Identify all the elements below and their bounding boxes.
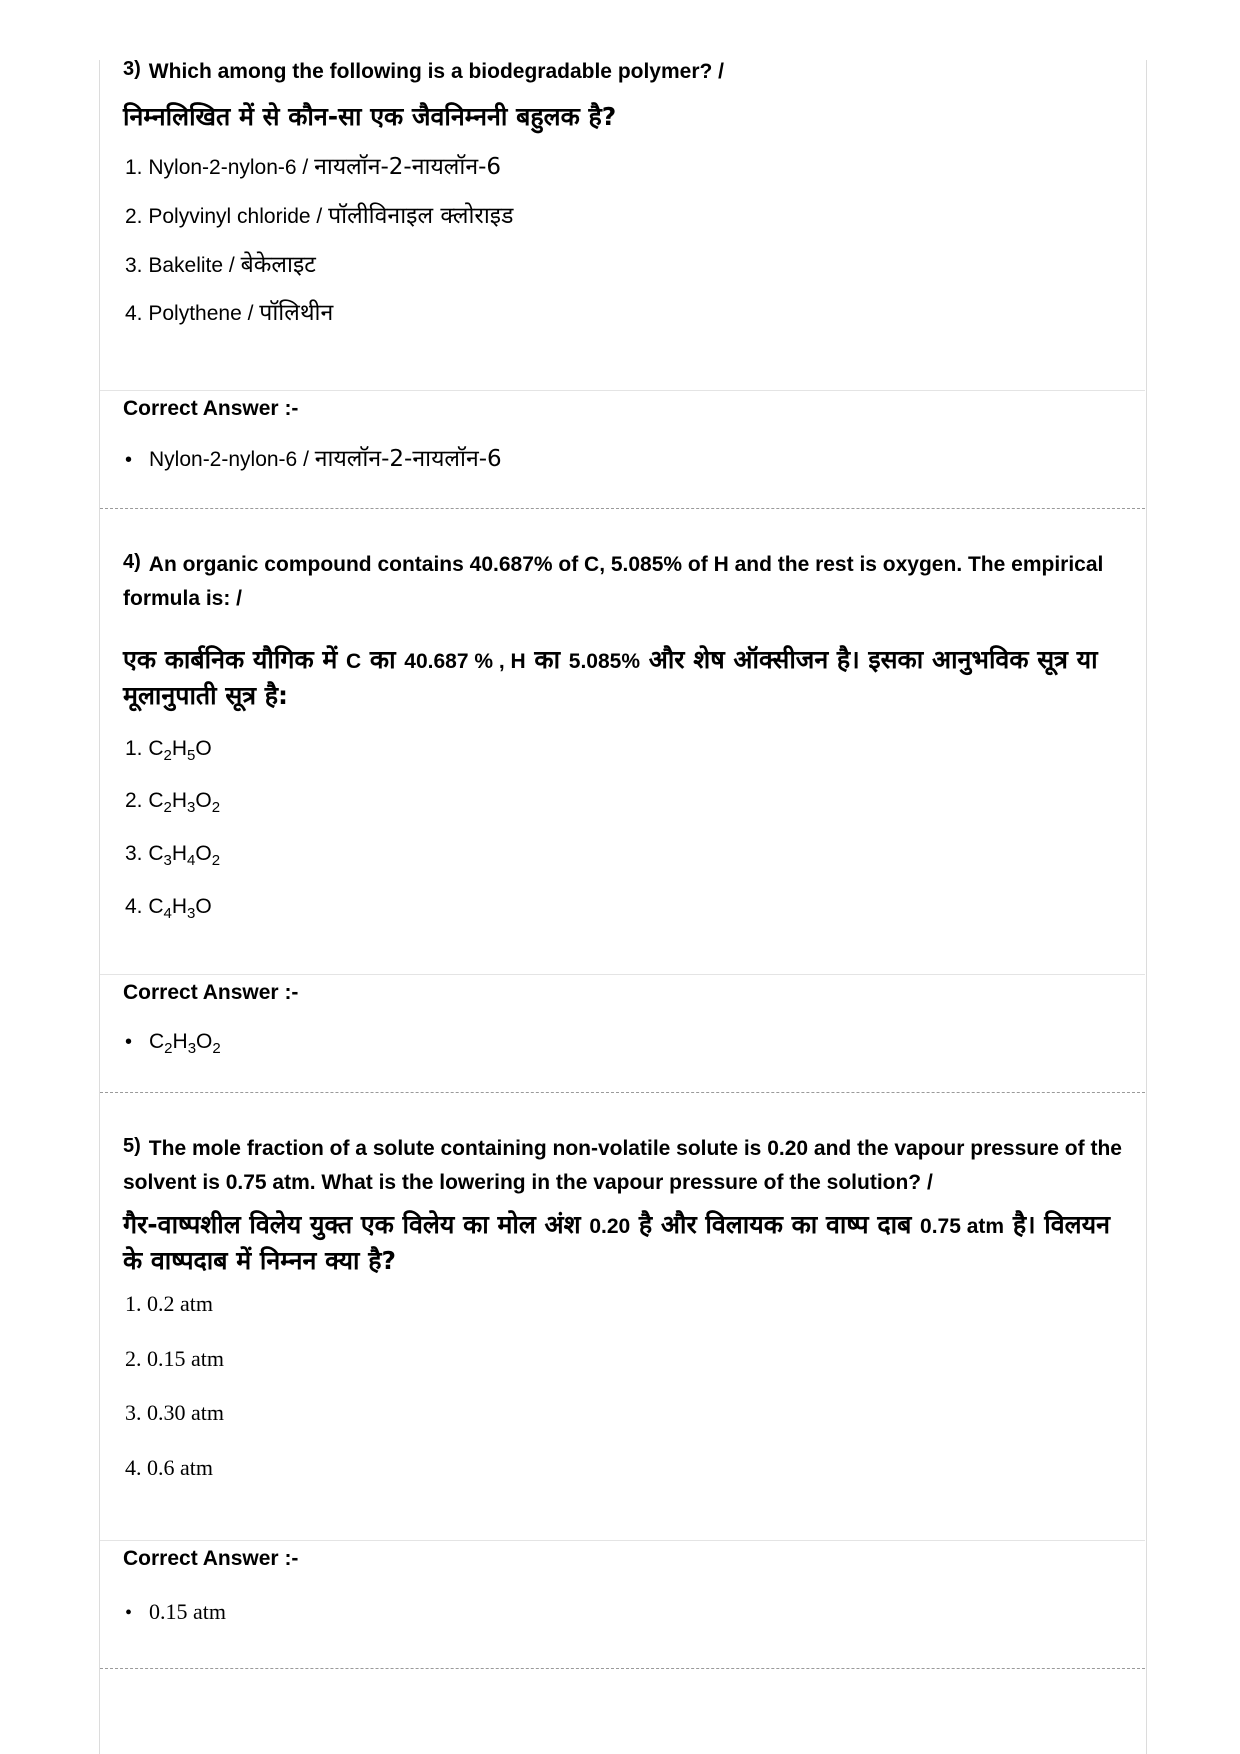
question-number: 3) (123, 58, 141, 80)
option-4[interactable]: 4. Polythene / पॉलिथीन (125, 300, 334, 326)
question-divider (100, 1092, 1145, 1093)
question-text-hi: एक कार्बनिक यौगिक में C का 40.687 % , H का 5.085% और शेष ऑक्सीजन है। इसका आनुभविक सूत्र या मूलानुपाती सूत्र है: (123, 645, 1098, 710)
correct-answer (125, 1027, 221, 1057)
bullet-icon: • (125, 449, 133, 471)
question-text-en: 3) Which among the following is a biodegradable polymer? / (123, 58, 725, 83)
correct-answer-label: Correct Answer :- (123, 397, 299, 420)
answer-divider (100, 1540, 1145, 1541)
option-3[interactable]: 3. 0.30 atm (125, 1400, 224, 1425)
question-text-hi: निम्नलिखित में से कौन-सा एक जैवनिम्ननी बहुलक है? (123, 102, 617, 131)
bullet-icon: • (125, 1602, 133, 1624)
option-3[interactable]: 3. $C_3H_4O_2$ (125, 842, 221, 869)
answer-divider (100, 974, 1145, 975)
question-number: 4) (123, 551, 141, 573)
correct-answer: • 0.15 atm (125, 1597, 226, 1628)
chemical-formula: $C_2H_3O_2$ (148, 789, 221, 816)
correct-answer: • Nylon-2-nylon-6 / नायलॉन-2-नायलॉन-6 (125, 444, 502, 475)
option-2[interactable]: 2. Polyvinyl chloride / पॉलीविनाइल क्लोराइड (125, 203, 514, 229)
chemical-formula: $C_2H_3O_2$ (149, 1030, 221, 1057)
question-text-en: 5) The mole fraction of a solute containing non-volatile solute is 0.20 and the vapour pressure of the solvent is 0.75 atm. What is the lowering in the vapour pressure of the solution? / (123, 1135, 1122, 1194)
chemical-formula: $C_3H_4O_2$ (148, 842, 221, 869)
option-2[interactable]: 2. 0.15 atm (125, 1346, 224, 1371)
chemical-formula: $C_4H_3O$ (148, 895, 212, 922)
correct-answer-label: Correct Answer :- (123, 1547, 299, 1570)
option-4[interactable]: 4. 0.6 atm (125, 1455, 213, 1480)
answer-divider (100, 390, 1145, 391)
question-number: 5) (123, 1135, 141, 1157)
correct-answer-label: Correct Answer :- (123, 981, 299, 1004)
option-3[interactable]: 3. Bakelite / बेकेलाइट (125, 252, 316, 278)
question-divider (100, 1668, 1145, 1669)
chemical-formula: $C_2H_5O$ (148, 737, 212, 764)
question-text-hi: गैर-वाष्पशील विलेय युक्त एक विलेय का मोल अंश 0.20 है और विलायक का वाष्प दाब 0.75 atm है। विलयन के वाष्पदाब में निम्नन क्या है? (123, 1210, 1110, 1275)
option-2[interactable]: 2. $C_2H_3O_2$ (125, 789, 221, 816)
option-4[interactable]: 4. $C_4H_3O$ (125, 895, 212, 922)
option-1[interactable]: 1. Nylon-2-nylon-6 / नायलॉन-2-नायलॉन-6 (125, 154, 502, 180)
question-text-en: 4) An organic compound contains 40.687% of C, 5.085% of H and the rest is oxygen. The empirical formula is: / (123, 551, 1104, 610)
bullet-icon: • (125, 1031, 133, 1053)
question-divider (100, 508, 1145, 509)
option-1[interactable]: 1. $C_2H_5O$ (125, 737, 212, 764)
option-1[interactable]: 1. 0.2 atm (125, 1291, 213, 1316)
